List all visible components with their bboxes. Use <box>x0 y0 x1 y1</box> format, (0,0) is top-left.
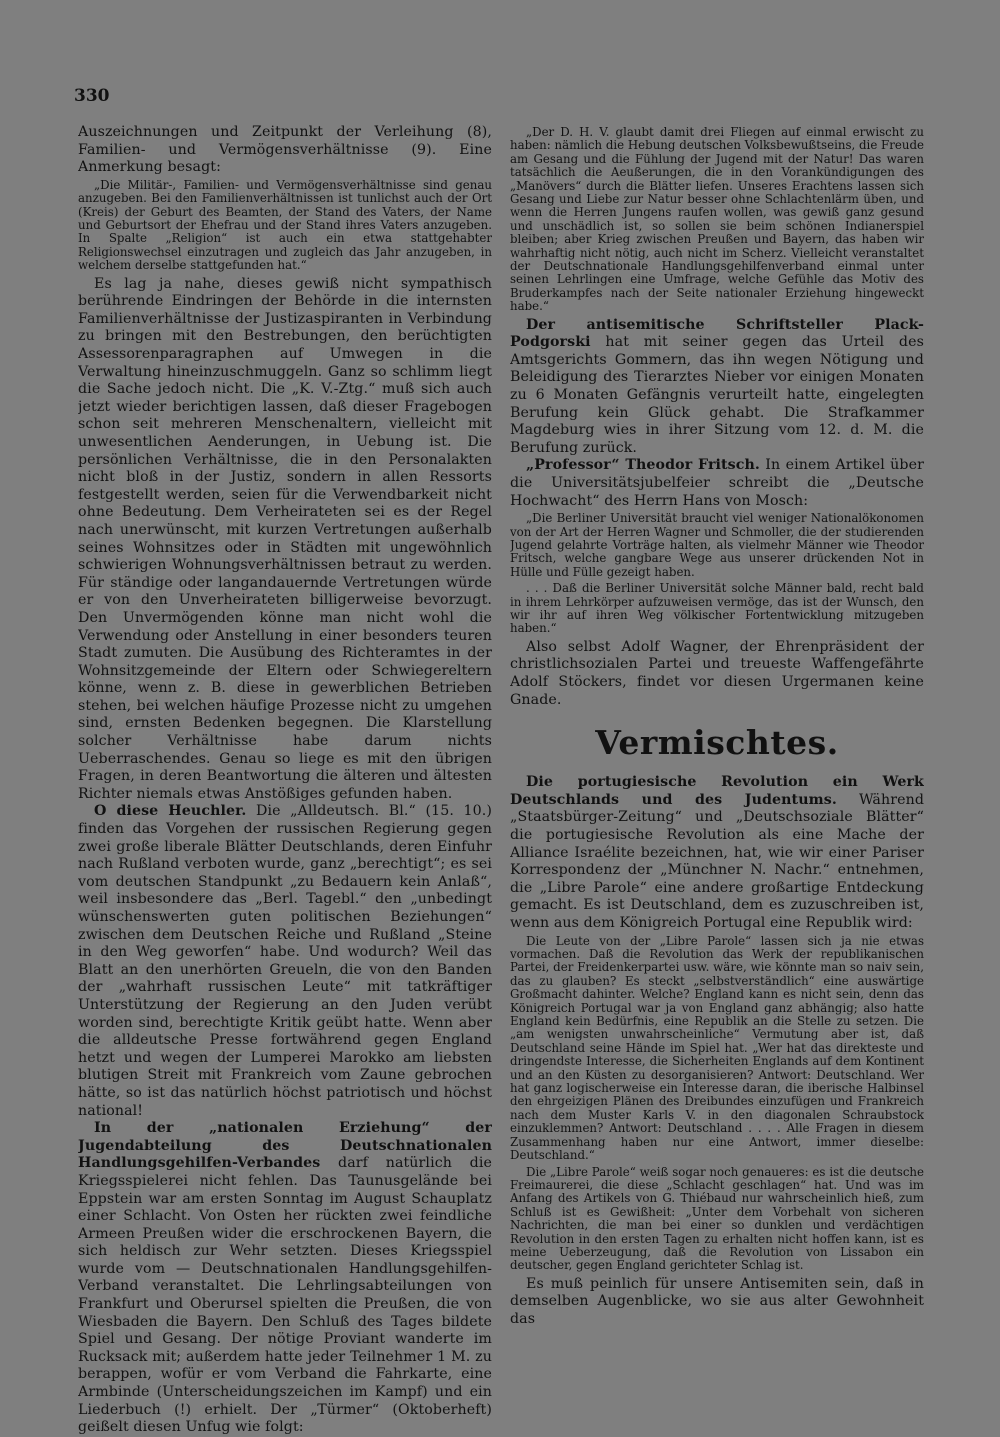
paragraph-text: hat mit seiner gegen das Urteil des Amtsgerichts Gommern, das ihn wegen Nötigung und Beleidigung des Tierarztes Nieber vor einigen Monaten zu 6 Monaten Gefängnis verurteilt hatte, eingelegten Berufung kein Glück gehabt. Die Strafkammer Magdeburg wies in ihrer Sitzung vom 12. d. M. die Berufung zurück. <box>510 334 924 456</box>
paragraph <box>78 1120 492 1437</box>
paragraph: Auszeichnungen und Zeitpunkt der Verleihung (8), Familien- und Vermögensverhältnisse (9). Eine Anmerkung besagt: <box>78 124 492 176</box>
paragraph-lead: In der „nationalen Erziehung“ der Jugendabteilung des Deutschnationalen Handlungsgehilfen-Verbandes <box>78 1120 492 1172</box>
paragraph-text: darf natürlich die Kriegsspielerei nicht fehlen. Das Taunusgelände bei Eppstein war am ersten Sonntag im August Schauplatz einer Schlacht. Von Osten her rückten zwei feindliche Armeen Preußen wider die erschrockenen Bayern, die sich heldisch zur Wehr setzten. Dieses Kriegsspiel wurde vom — Deutschnationalen Handlungsgehilfen-Verband veranstaltet. Die Lehrlingsabteilungen von Frankfurt und Oberursel spielten die Preußen, die von Wiesbaden die Bayern. Den Schluß des Tages bildete Spiel und Gesang. Der nötige Proviant wanderte im Rucksack mit; außerdem hatte jeder Teilnehmer 1 M. zu berappen, wofür er vom Verband die Fahrkarte, eine Armbinde (Unterscheidungszeichen im Kampf) und ein Liederbuch (!) erhielt. Der „Türmer“ (Oktoberheft) geißelt diesen Unfug wie folgt: <box>78 1155 492 1436</box>
paragraph: Es muß peinlich für unsere Antisemiten sein, daß in demselben Augenblicke, wo sie aus alter Gewohnheit das <box>510 1275 924 1327</box>
paragraph-lead: O diese Heuchler. <box>94 803 247 820</box>
section-heading: Vermischtes. <box>595 723 839 763</box>
block-quote: Die Leute von der „Libre Parole“ lassen sich ja nie etwas vormachen. Daß die Revolution das Werk der republikanischen Partei, der Freidenkerpartei usw. wäre, wie könnte man so naiv sein, das zu glauben? Es steckt „selbstverständlich“ eine auswärtige Großmacht dahinter. Welche? England kann es nicht sein, denn das Königreich Portugal war ja von England ganz abhängig; also hatte England kein Bedürfnis, eine Republik an die Stelle zu setzen. Die „am wenigsten unwahrscheinliche“ Vermutung aber ist, daß Deutschland seine Hände im Spiel hat. „Wer hat das direkteste und dringendste Interesse, die Sicherheiten Englands auf dem Kontinent und an den Küsten zu desorganisieren? Antwort: Deutschland. Wer hat ganz logischerweise ein Interesse daran, die iberische Halbinsel den ehrgeizigen Plänen des Dreibundes einzufügen und Frankreich nach dem Muster Karls V. in den diagonalen Schraubstock einzuklemmen? Antwort: Deutschland . . . . Alle Fragen in diesem Zusammenhang haben nur eine Antwort, immer dieselbe: Deutschland.“ <box>510 933 924 1163</box>
paragraph-text: Die „Alldeutsch. Bl.“ (15. 10.) finden das Vorgehen der russischen Regierung gegen zwei große liberale Blätter Deutschlands, deren Einfuhr nach Rußland verboten wurde, ganz „berechtigt“; es sei vom deutschen Standpunkt „zu Bedauern kein Anlaß“, weil insbesondere das „Berl. Tagebl.“ den „unbedingt wünschenswerten guten politischen Beziehungen“ zwischen dem Deutschen Reiche und Rußland „Steine in den Weg geworfen“ habe. Und wodurch? Weil das Blatt an den unerhörten Greueln, die von den Banden der „wahrhaft russischen Leute“ mit tatkräftiger Unterstützung der Regierung an den Juden verübt worden sind, berechtigte Kritik geübt hatte. Wenn aber die alldeutsche Presse fortwährend gegen England hetzt und wegen der Lumperei Marokko am liebsten blutigen Streit mit Frankreich vom Zaune gebrochen hätte, so ist das natürlich höchst patriotisch und höchst national! <box>78 803 492 1119</box>
paragraph-lead: „Professor“ Theodor Fritsch. <box>526 457 760 474</box>
paragraph <box>510 317 924 458</box>
block-quote: „Der D. H. V. glaubt damit drei Fliegen auf einmal erwischt zu haben: nämlich die Hebung deutschen Volksbewußtseins, die Freude am Gesang und die Fühlung der Jugend mit der Natur! Das waren tatsächlich die Aeußerungen, die in den Vorankündigungen des „Manövers“ durch die Blätter liefen. Unseres Erachtens lassen sich Gesang und Liebe zur Natur besser ohne Schlachtenlärm üben, und wenn die Herren Jungens raufen wollen, was gewiß ganz gesund und unschädlich ist, so sollen sie beim schönen Indianerspiel bleiben; aber Krieg zwischen Preußen und Bayern, das haben wir wahrhaftig nicht nötig, auch nicht im Scherz. Vielleicht veranstaltet der Deutschnationale Handlungsgehilfenverband einmal unter seinen Lehrlingen eine Umfrage, welche Gefühle das Motiv des Bruderkampfes nach der Seite nationaler Erziehung hingeweckt habe.“ <box>510 125 924 314</box>
paragraph-lead: Die portugiesische Revolution ein Werk Deutschlands und des Judentums. <box>510 774 924 808</box>
block-quote: Die „Libre Parole“ weiß sogar noch genaueres: es ist die deutsche Freimaurerei, die diese „Schlacht geschlagen“ hat. Und was im Anfang des Artikels von G. Thiébaud nur wahrscheinlich hieß, zum Schluß ist es Gewißheit: „Unter dem Vorbehalt von sicheren Nachrichten, die man bei einer so dunklen und verdächtigen Revolution in den ersten Tagen zu erhalten nicht hoffen kann, ist es meine Ueberzeugung, daß die Revolution von Lissabon ein deutscher, gegen England gerichteter Schlag ist. <box>510 1164 924 1273</box>
page-number: 330 <box>74 86 110 106</box>
paragraph <box>78 803 492 1120</box>
block-quote: . . . Daß die Berliner Universität solche Männer bald, recht bald in ihrem Lehrkörper aufzuweisen vermöge, das ist der Wunsch, den wir ihr auf ihren Weg völkischer Fortentwicklung mitzugeben haben.“ <box>510 581 924 636</box>
paragraph-lead: Der antisemitische Schriftsteller Plack-Podgorski <box>510 316 924 351</box>
paragraph: Also selbst Adolf Wagner, der Ehrenpräsident der christlichsozialen Partei und treueste Waffengefährte Adolf Stöckers, findet vor diesen Urgermanen keine Gnade. <box>510 638 924 708</box>
block-quote: „Die Militär-, Familien- und Vermögensverhältnisse sind genau anzugeben. Bei den Familienverhältnissen ist tunlichst auch der Ort (Kreis) der Geburt des Beamten, der Stand des Vaters, der Name und Geburtsort der Ehefrau und der Stand ihres Vaters anzugeben. In Spalte „Religion“ ist auch ein etwa stattgehabter Religionswechsel einzutragen und zugleich das Jahr anzugeben, in welchem derselbe stattgefunden hat.“ <box>78 177 492 273</box>
paragraph: Es lag ja nahe, dieses gewiß nicht sympathisch berührende Eindringen der Behörde in die internsten Familienverhältnisse der Justizaspiranten in Verbindung zu bringen mit den Bestrebungen, den berüchtigten Assessorenparagraphen auf Umwegen in die Verwaltung hineinzuschmuggeln. Ganz so schlimm liegt die Sache jedoch nicht. Die „K. V.-Ztg.“ muß sich auch jetzt wieder berichtigen lassen, daß dieser Fragebogen schon seit mehreren Menschenaltern, vielleicht mit unwesentlichen Aenderungen, in Uebung ist. Die persönlichen Verhältnisse, die in den Personalakten nicht bloß in der Justiz, sondern in allen Ressorts festgestellt werden, seien für die Verwendbarkeit nicht ohne Bedeutung. Dem Verheirateten sei es der Regel nach unerwünscht, mit kurzen Vertretungen außerhalb seines Wohnsitzes oder in Städten mit ungewöhnlich schwierigen Wohnungsverhältnissen betraut zu werden. Für ständige oder langandauernde Vertretungen würde er von den Unverheirateten billigerweise bevorzugt. Den Unvermögenden könne man nicht wohl die Verwendung oder Anstellung in einer besonders teuren Stadt zumuten. Die Ausübung des Richteramtes in der Wohnsitzgemeinde der Eltern oder Schwiegereltern könne, wenn z. B. diese in gewerblichen Betrieben stehen, bei welchen häufige Prozesse nicht zu umgehen sind, ernsten Bedenken begegnen. Die Klarstellung solcher Verhältnisse habe darum nichts Ueberraschendes. Genau so liege es mit den übrigen Fragen, in deren Beantwortung die älteren und ältesten Richter niemals etwas Anstößiges gefunden haben. <box>78 275 492 802</box>
left-column <box>78 124 492 1437</box>
block-quote: „Die Berliner Universität braucht viel weniger Nationalökonomen von der Art der Herren Wagner und Schmoller, die der studierenden Jugend gelahrte Vorträge halten, als vielmehr Männer wie Theodor Fritsch, welche gangbare Wege aus unserer drückenden Not in Hülle und Fülle gezeigt haben. <box>510 511 924 579</box>
paragraph-text: In einem Artikel über die Universitätsjubelfeier schreibt die „Deutsche Hochwacht“ des Herrn Hans von Mosch: <box>510 457 924 509</box>
paragraph <box>510 457 924 510</box>
paragraph-text: Während „Staatsbürger-Zeitung“ und „Deutschsoziale Blätter“ die portugiesische Revolution als eine Mache der Alliance Israélite bezeichnen, hat, wie wir einer Pariser Korrespondenz der „Münchner N. Nachr.“ entnehmen, die „Libre Parole“ eine andere großartige Entdeckung gemacht. Es ist Deutschland, dem es zuzuschreiben ist, wenn aus dem Königreich Portugal eine Republik wird: <box>510 791 924 931</box>
paragraph <box>510 774 924 932</box>
right-column <box>510 124 924 1329</box>
